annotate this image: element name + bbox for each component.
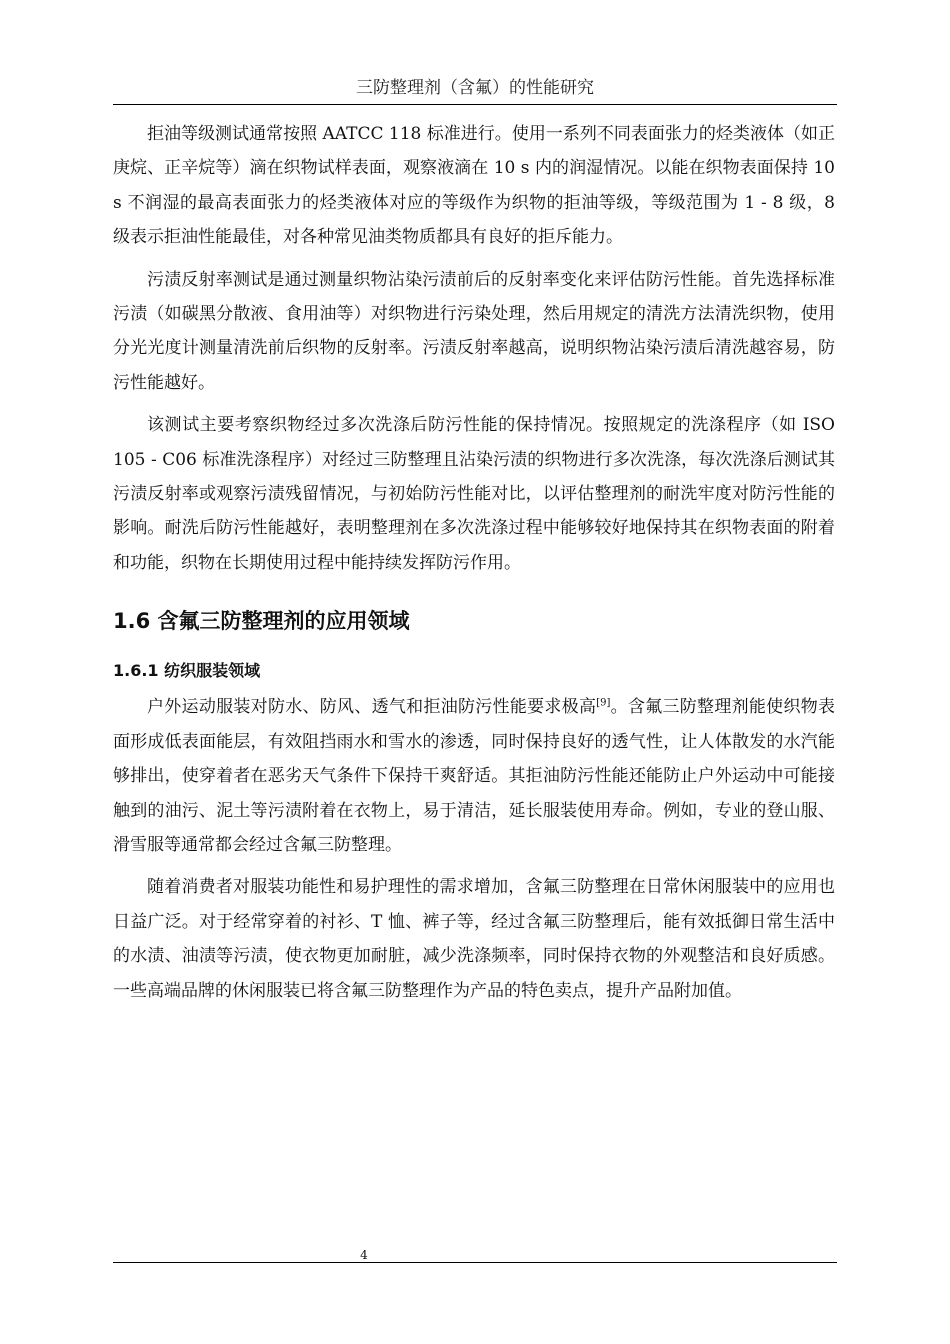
footer-rule bbox=[113, 1262, 837, 1263]
paragraph-text: 户外运动服装对防水、防风、透气和拒油防污性能要求极高 bbox=[147, 697, 597, 718]
paragraph-stain-reflectance-test: 污渍反射率测试是通过测量织物沾染污渍前后的反射率变化来评估防污性能。首先选择标准污渍（如碳黑分散液、食用油等）对织物进行污染处理，然后用规定的清洗方法清洗织物，使用分光光度计测量清洗前后织物的反射率。污渍反射率越高，说明织物沾染污渍后清洗越容易，防污性能越好。 bbox=[113, 269, 835, 393]
body-text bbox=[113, 117, 835, 1016]
paragraph-casual-apparel: 随着消费者对服装功能性和易护理性的需求增加，含氟三防整理在日常休闲服装中的应用也日益广泛。对于经常穿着的衬衫、T 恤、裤子等，经过含氟三防整理后，能有效抵御日常生活中的水渍、油渍等污渍，使衣物更加耐脏，减少洗涤频率，同时保持衣物的外观整洁和良好质感。一些高端品牌的休闲服装已将含氟三防整理作为产品的特色卖点，提升产品附加值。 bbox=[113, 877, 835, 1001]
subsection-heading: 1.6.1 纺织服装领域 bbox=[113, 661, 261, 681]
paragraph-oil-repellency-test: 拒油等级测试通常按照 AATCC 118 标准进行。使用一系列不同表面张力的烃类液体（如正庚烷、正辛烷等）滴在织物试样表面，观察液滴在 10 s 内的润湿情况。以能在织物表面保持 10 s 不润湿的最高表面张力的烃类液体对应的等级作为织物的拒油等级，等级范围为 1 - 8 级，8 级表示拒油性能最佳，对各种常见油类物质都具有良好的拒斥能力。 bbox=[113, 124, 835, 248]
citation-reference: [9] bbox=[596, 697, 611, 709]
paragraph-wash-durability-test: 该测试主要考察织物经过多次洗涤后防污性能的保持情况。按照规定的洗涤程序（如 ISO 105 - C06 标准洗涤程序）对经过三防整理且沾染污渍的织物进行多次洗涤，每次洗涤后测试其污渍反射率或观察污渍残留情况，与初始防污性能对比，以评估整理剂的耐洗牢度对防污性能的影响。耐洗后防污性能越好，表明整理剂在多次洗涤过程中能够较好地保持其在织物表面的附着和功能，织物在长期使用过程中能持续发挥防污作用。 bbox=[113, 415, 835, 573]
header-rule bbox=[113, 104, 837, 105]
page-number: 4 bbox=[360, 1248, 368, 1262]
running-header: 三防整理剂（含氟）的性能研究 bbox=[356, 78, 594, 98]
section-heading: 1.6 含氟三防整理剂的应用领域 bbox=[113, 609, 410, 634]
paragraph-outdoor-apparel bbox=[113, 690, 835, 862]
paragraph-text: 。含氟三防整理剂能使织物表面形成低表面能层，有效阻挡雨水和雪水的渗透，同时保持良好的透气性，让人体散发的水汽能够排出，使穿着者在恶劣天气条件下保持干爽舒适。其拒油防污性能还能防止户外运动中可能接触到的油污、泥土等污渍附着在衣物上，易于清洁，延长服装使用寿命。例如，专业的登山服、滑雪服等通常都会经过含氟三防整理。 bbox=[113, 697, 835, 855]
